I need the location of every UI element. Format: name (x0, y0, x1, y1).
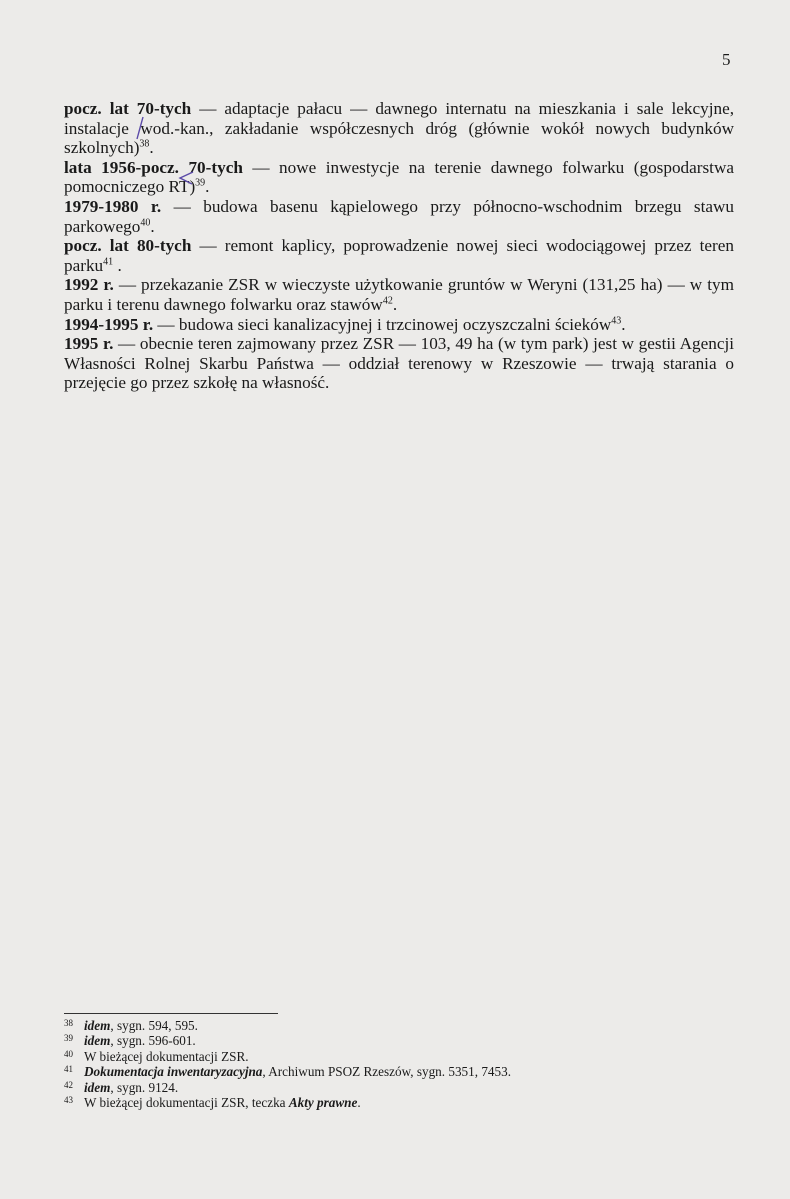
chronology-list (64, 99, 734, 393)
entry-date: 1994-1995 r. (64, 314, 154, 334)
chronology-entry (64, 275, 734, 314)
footnote-folder-title: Akty prawne (288, 1095, 358, 1111)
footnote-number: 42 (64, 1079, 73, 1090)
footnote (64, 1064, 684, 1079)
footnote (64, 1033, 684, 1048)
entry-end: . (392, 294, 398, 314)
entry-text: — budowa basenu kąpielowego przy północno-wschodnim brzegu stawu parkowego (64, 196, 734, 236)
footnote-ref: 42 (382, 295, 393, 307)
footnote-ref: 38 (139, 138, 150, 150)
entry-date: 1992 r. (64, 275, 114, 295)
entry-text: — adaptacje pałacu — dawnego internatu na mieszkania i sale lekcyjne, instalacje wod.-kan., zakładanie współczesnych dróg (głównie wokół nowych budynków szkolnych) (64, 99, 734, 158)
footnote-ref: 43 (611, 314, 622, 326)
entry-text: — budowa sieci kanalizacyjnej i trzcinowej oczyszczalni ścieków (153, 314, 612, 334)
footnote-text: idem, sygn. 594, 595. (84, 1018, 198, 1033)
entry-text: — remont kaplicy, poprowadzenie nowej sieci wodociągowej przez teren parku (64, 236, 734, 275)
handwritten-caret-mark (176, 170, 196, 189)
footnote-number: 41 (64, 1064, 73, 1075)
chronology-entry (64, 236, 734, 275)
footnote-number: 38 (64, 1018, 73, 1028)
footnote-ref: 40 (140, 216, 151, 228)
footnote-idem: idem (84, 1018, 111, 1033)
footnote-text: Dokumentacja inwentaryzacyjna, Archiwum PSOZ Rzeszów, sygn. 5351, 7453. (84, 1064, 512, 1080)
chronology-entry (64, 99, 734, 158)
footnote (64, 1049, 684, 1064)
footnote-idem: idem (84, 1033, 111, 1049)
chronology-entry (64, 158, 734, 197)
footnote-number: 39 (64, 1033, 73, 1044)
chronology-entry (64, 334, 734, 393)
footnote-text: idem, sygn. 9124. (84, 1079, 179, 1095)
entry-text: — przekazanie ZSR w wieczyste użytkowanie gruntów w Weryni (131,25 ha) — w tym parku i terenu dawnego folwarku oraz stawów (64, 275, 734, 314)
entry-date: pocz. lat 70-tych (64, 99, 192, 118)
entry-date: pocz. lat 80-tych (64, 236, 192, 256)
chronology-entry (64, 197, 734, 236)
entry-text: — obecnie teren zajmowany przez ZSR — 103, 49 ha (w tym park) jest w gestii Agencji Własności Rolnej Skarbu Państwa — oddział terenowy w Rzeszowie — trwają starania o przejęcie go przez szkołę na własność. (64, 334, 734, 393)
entry-end: . (150, 216, 155, 236)
entry-end: . (621, 314, 626, 334)
footnote-number: 43 (64, 1095, 73, 1106)
entry-end: . (113, 255, 122, 275)
footnote-number: 40 (64, 1048, 73, 1059)
footnote (64, 1018, 684, 1033)
footnote-text: W bieżącej dokumentacji ZSR. (84, 1048, 249, 1064)
footnote-text: W bieżącej dokumentacji ZSR, teczka Akty prawne. (84, 1095, 361, 1111)
entry-date: lata 1956-pocz. 70-tych (64, 157, 243, 177)
entry-date: 1979-1980 r. (64, 196, 162, 216)
footnote-source-title: Dokumentacja inwentaryzacyjna (84, 1064, 263, 1080)
handwritten-slash-mark (134, 116, 146, 143)
footnote (64, 1080, 684, 1095)
footnote-text: idem, sygn. 596-601. (84, 1033, 196, 1049)
footnote-ref: 41 (103, 256, 114, 268)
footnote-ref: 39 (195, 177, 206, 189)
footnote (64, 1095, 684, 1110)
entry-date: 1995 r. (64, 334, 114, 354)
chronology-entry (64, 315, 734, 335)
footnote-divider (64, 1013, 278, 1014)
entry-end: . (205, 177, 210, 197)
footnote-idem: idem (84, 1079, 111, 1095)
footnotes (64, 1018, 684, 1110)
entry-text: — nowe inwestycje na terenie dawnego folwarku (gospodarstwa pomocniczego RT) (64, 157, 734, 197)
page-number: 5 (722, 50, 731, 69)
entry-end: . (149, 138, 154, 158)
